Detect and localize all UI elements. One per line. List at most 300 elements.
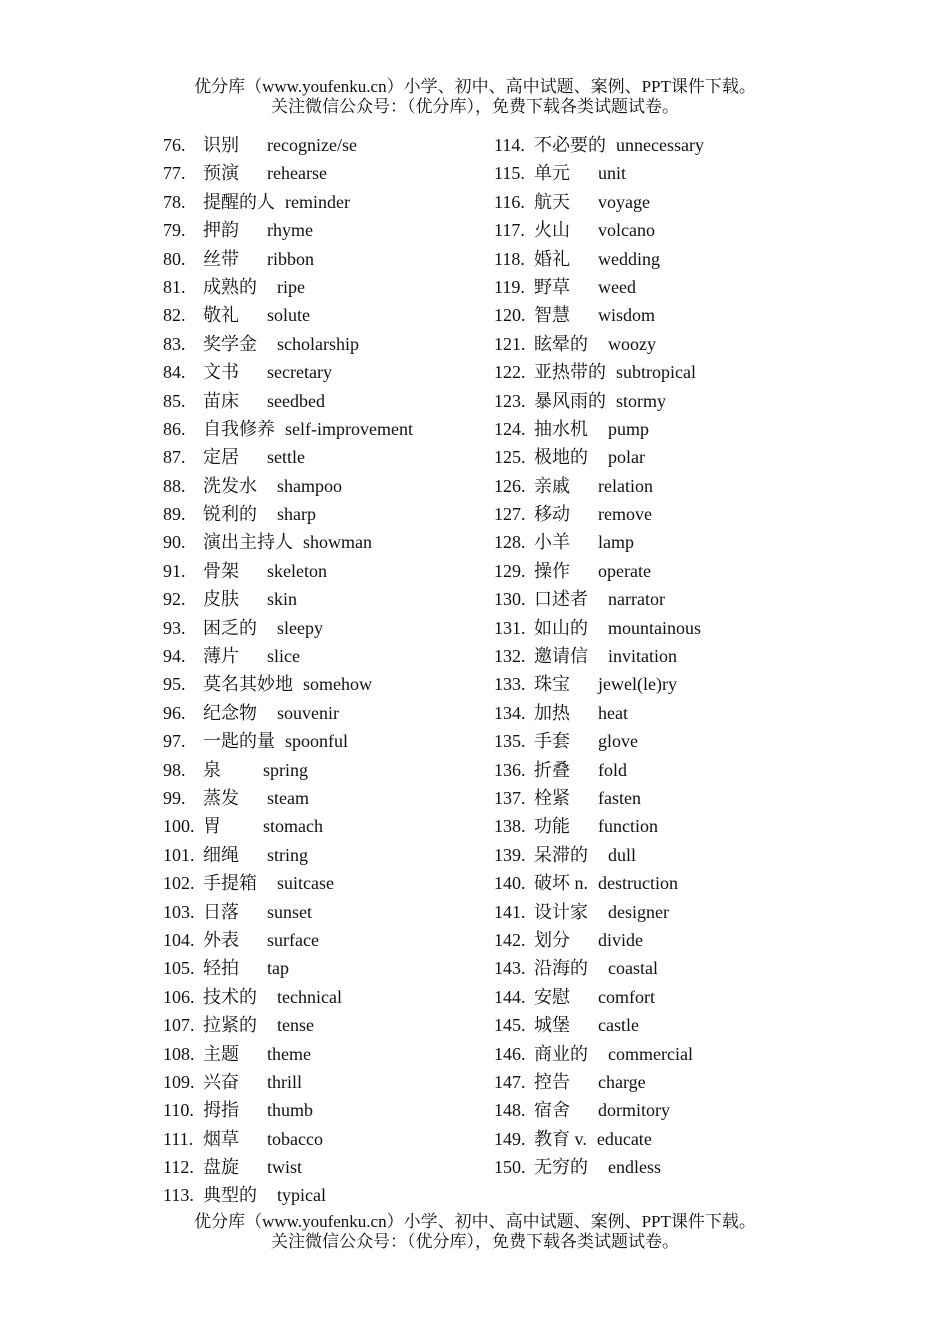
entry-chinese: 城堡 xyxy=(534,1015,570,1036)
entry-number: 148. xyxy=(494,1100,526,1121)
entry-english: dull xyxy=(608,844,637,865)
entry-chinese: 智慧 xyxy=(534,305,570,326)
vocab-entry xyxy=(163,301,483,329)
entry-chinese: 口述者 xyxy=(534,589,588,610)
entry-english: self-improvement xyxy=(285,418,413,439)
entry-chinese: 手提箱 xyxy=(203,873,257,894)
entry-english: steam xyxy=(267,787,309,808)
entry-chinese: 自我修养 xyxy=(203,418,275,439)
entry-number: 138. xyxy=(494,816,526,837)
vocab-entry xyxy=(494,614,794,642)
entry-number: 86. xyxy=(163,418,186,439)
entry-chinese: 呆滞的 xyxy=(534,844,588,865)
entry-number: 102. xyxy=(163,873,195,894)
entry-number: 114. xyxy=(494,135,525,155)
vocab-entry xyxy=(163,472,483,500)
entry-number: 108. xyxy=(163,1043,195,1064)
entry-english: jewel(le)ry xyxy=(598,674,677,695)
entry-chinese: 烟草 xyxy=(203,1128,239,1149)
entry-chinese: 莫名其妙地 xyxy=(203,674,293,695)
vocab-column-right xyxy=(494,131,794,1181)
vocab-entry xyxy=(163,1181,483,1209)
vocab-entry xyxy=(494,443,794,471)
entry-chinese: 细绳 xyxy=(203,844,239,865)
entry-english: weed xyxy=(598,276,636,297)
entry-english: reminder xyxy=(285,191,350,212)
entry-english: endless xyxy=(608,1157,661,1178)
vocab-entry xyxy=(494,358,794,386)
vocab-entry xyxy=(494,557,794,585)
entry-chinese: 敬礼 xyxy=(203,305,239,326)
entry-number: 82. xyxy=(163,305,186,326)
entry-number: 144. xyxy=(494,986,526,1007)
vocab-entry xyxy=(163,245,483,273)
entry-number: 146. xyxy=(494,1043,526,1064)
entry-number: 85. xyxy=(163,390,186,411)
entry-english: unit xyxy=(598,163,627,184)
vocab-entry xyxy=(163,159,483,187)
entry-english: scholarship xyxy=(277,333,359,354)
entry-number: 109. xyxy=(163,1071,195,1092)
entry-english: skeleton xyxy=(267,560,327,581)
vocab-entry xyxy=(163,387,483,415)
entry-english: settle xyxy=(267,447,305,468)
entry-english: pump xyxy=(608,418,650,439)
entry-chinese: 锐利的 xyxy=(203,504,257,525)
vocab-entry xyxy=(163,898,483,926)
entry-chinese: 控告 xyxy=(534,1071,570,1092)
entry-number: 123. xyxy=(494,390,526,411)
vocab-entry xyxy=(163,983,483,1011)
entry-chinese: 教育 v. xyxy=(534,1128,587,1149)
entry-english: woozy xyxy=(608,333,656,354)
vocab-entry xyxy=(494,642,794,670)
entry-chinese: 骨架 xyxy=(203,560,239,581)
entry-english: tobacco xyxy=(267,1128,323,1149)
entry-english: voyage xyxy=(598,191,650,212)
entry-english: stormy xyxy=(616,390,667,411)
entry-chinese: 困乏的 xyxy=(203,617,257,638)
entry-english: somehow xyxy=(303,674,372,695)
entry-chinese: 极地的 xyxy=(534,447,588,468)
entry-chinese: 拉紧的 xyxy=(203,1015,257,1036)
entry-number: 129. xyxy=(494,560,526,581)
vocab-entry xyxy=(163,273,483,301)
entry-number: 77. xyxy=(163,163,186,184)
entry-number: 87. xyxy=(163,447,186,468)
entry-chinese: 典型的 xyxy=(203,1185,257,1206)
vocab-entry xyxy=(494,216,794,244)
entry-number: 93. xyxy=(163,617,186,638)
entry-english: spoonful xyxy=(285,731,348,752)
entry-number: 101. xyxy=(163,844,195,865)
entry-english: souvenir xyxy=(277,702,339,723)
entry-chinese: 预演 xyxy=(203,163,239,184)
entry-english: thrill xyxy=(267,1071,302,1092)
entry-chinese: 识别 xyxy=(203,135,239,155)
vocab-entry xyxy=(494,1040,794,1068)
vocab-entry xyxy=(163,528,483,556)
entry-chinese: 加热 xyxy=(534,702,570,723)
entry-number: 134. xyxy=(494,702,526,723)
entry-english: mountainous xyxy=(608,617,701,638)
entry-chinese: 演出主持人 xyxy=(203,532,293,553)
entry-number: 90. xyxy=(163,532,186,553)
entry-number: 125. xyxy=(494,447,526,468)
entry-english: typical xyxy=(277,1185,326,1206)
vocab-entry xyxy=(494,387,794,415)
entry-chinese: 设计家 xyxy=(534,901,588,922)
entry-english: remove xyxy=(598,504,652,525)
header-line-2: 关注微信公众号：（优分库），免费下载各类试题试卷。 xyxy=(271,97,679,116)
vocab-entry xyxy=(494,273,794,301)
entry-english: comfort xyxy=(598,986,655,1007)
entry-chinese: 沿海的 xyxy=(534,958,588,979)
entry-number: 106. xyxy=(163,986,195,1007)
entry-number: 126. xyxy=(494,475,526,496)
entry-chinese: 商业的 xyxy=(534,1043,588,1064)
entry-english: string xyxy=(267,844,309,865)
vocab-entry xyxy=(494,131,794,159)
entry-number: 131. xyxy=(494,617,526,638)
entry-chinese: 文书 xyxy=(203,362,239,383)
entry-english: sleepy xyxy=(277,617,323,638)
vocab-entry xyxy=(494,1153,794,1181)
vocab-entry xyxy=(163,1096,483,1124)
entry-number: 145. xyxy=(494,1015,526,1036)
entry-english: skin xyxy=(267,589,298,610)
vocab-entry xyxy=(163,727,483,755)
entry-chinese: 操作 xyxy=(534,560,570,581)
entry-chinese: 日落 xyxy=(203,901,239,922)
vocab-column-left xyxy=(163,131,483,1210)
entry-english: twist xyxy=(267,1157,303,1178)
vocab-entry xyxy=(494,330,794,358)
entry-english: spring xyxy=(263,759,308,780)
entry-number: 143. xyxy=(494,958,526,979)
entry-chinese: 婚礼 xyxy=(534,248,570,269)
entry-chinese: 划分 xyxy=(534,929,570,950)
entry-chinese: 航天 xyxy=(534,191,570,212)
entry-english: charge xyxy=(598,1071,646,1092)
vocab-entry xyxy=(163,1040,483,1068)
entry-chinese: 泉 xyxy=(203,759,221,780)
entry-number: 132. xyxy=(494,646,526,667)
entry-english: subtropical xyxy=(616,362,696,383)
entry-english: sunset xyxy=(267,901,312,922)
vocab-entry xyxy=(494,699,794,727)
vocab-entry xyxy=(163,614,483,642)
entry-number: 149. xyxy=(494,1128,526,1149)
entry-number: 127. xyxy=(494,504,526,525)
vocab-entry xyxy=(163,756,483,784)
entry-english: relation xyxy=(598,475,653,496)
vocab-entry xyxy=(163,1153,483,1181)
header-line-1: 优分库（www.youfenku.cn）小学、初中、高中试题、案例、PPT课件下载。 xyxy=(194,77,756,96)
entry-number: 133. xyxy=(494,674,526,695)
entry-english: wisdom xyxy=(598,305,656,326)
entry-chinese: 丝带 xyxy=(203,248,239,269)
entry-english: ribbon xyxy=(267,248,314,269)
entry-english: recognize/se xyxy=(267,135,357,155)
entry-english: educate xyxy=(596,1128,652,1149)
entry-chinese: 拇指 xyxy=(203,1100,239,1121)
entry-chinese: 火山 xyxy=(534,220,570,241)
vocab-entry xyxy=(494,954,794,982)
entry-number: 147. xyxy=(494,1071,526,1092)
entry-chinese: 眩晕的 xyxy=(534,333,588,354)
entry-number: 79. xyxy=(163,220,186,241)
entry-number: 115. xyxy=(494,163,525,184)
entry-number: 142. xyxy=(494,929,526,950)
entry-chinese: 不必要的 xyxy=(534,135,606,155)
entry-english: thumb xyxy=(267,1100,314,1121)
entry-chinese: 暴风雨的 xyxy=(534,390,606,411)
entry-number: 78. xyxy=(163,191,186,212)
entry-english: designer xyxy=(608,901,669,922)
entry-number: 84. xyxy=(163,362,186,383)
vocab-entry xyxy=(494,869,794,897)
entry-chinese: 成熟的 xyxy=(203,276,257,297)
entry-chinese: 珠宝 xyxy=(534,674,570,695)
entry-english: lamp xyxy=(598,532,634,553)
vocab-entry xyxy=(163,188,483,216)
entry-english: polar xyxy=(608,447,645,468)
entry-chinese: 胃 xyxy=(203,816,221,837)
entry-number: 118. xyxy=(494,248,525,269)
entry-english: stomach xyxy=(263,816,323,837)
entry-number: 91. xyxy=(163,560,186,581)
entry-number: 141. xyxy=(494,901,526,922)
vocab-entry xyxy=(494,841,794,869)
vocab-entry xyxy=(494,926,794,954)
entry-english: tense xyxy=(277,1015,314,1036)
vocab-entry xyxy=(494,727,794,755)
entry-number: 92. xyxy=(163,589,186,610)
vocab-entry xyxy=(494,1068,794,1096)
entry-number: 150. xyxy=(494,1157,526,1178)
entry-chinese: 亚热带的 xyxy=(534,362,606,383)
entry-chinese: 技术的 xyxy=(203,986,257,1007)
entry-english: tap xyxy=(267,958,289,979)
entry-chinese: 轻拍 xyxy=(203,958,239,979)
entry-number: 95. xyxy=(163,674,186,695)
entry-number: 103. xyxy=(163,901,195,922)
vocab-entry xyxy=(163,954,483,982)
entry-english: suitcase xyxy=(277,873,334,894)
entry-english: commercial xyxy=(608,1043,693,1064)
vocab-entry xyxy=(163,784,483,812)
entry-chinese: 无穷的 xyxy=(534,1157,588,1178)
vocab-entry xyxy=(494,585,794,613)
entry-chinese: 兴奋 xyxy=(203,1071,239,1092)
entry-chinese: 栓紧 xyxy=(534,787,570,808)
entry-number: 80. xyxy=(163,248,186,269)
entry-chinese: 主题 xyxy=(203,1043,239,1064)
vocab-entry xyxy=(163,841,483,869)
entry-number: 107. xyxy=(163,1015,195,1036)
vocab-entry xyxy=(163,1068,483,1096)
vocab-entry xyxy=(494,500,794,528)
entry-number: 136. xyxy=(494,759,526,780)
entry-number: 94. xyxy=(163,646,186,667)
vocab-entry xyxy=(163,330,483,358)
vocab-entry xyxy=(163,131,483,159)
entry-chinese: 外表 xyxy=(203,929,239,950)
entry-chinese: 定居 xyxy=(203,447,239,468)
entry-number: 116. xyxy=(494,191,525,212)
entry-chinese: 单元 xyxy=(534,163,570,184)
entry-english: surface xyxy=(267,929,319,950)
header-banner xyxy=(0,77,950,117)
entry-english: dormitory xyxy=(598,1100,670,1121)
vocab-entry xyxy=(163,1125,483,1153)
entry-chinese: 折叠 xyxy=(534,759,570,780)
vocab-entry xyxy=(163,869,483,897)
entry-chinese: 手套 xyxy=(534,731,570,752)
entry-number: 97. xyxy=(163,731,186,752)
vocab-entry xyxy=(163,216,483,244)
entry-english: theme xyxy=(267,1043,311,1064)
entry-chinese: 小羊 xyxy=(534,532,570,553)
vocab-entry xyxy=(163,358,483,386)
entry-english: invitation xyxy=(608,646,677,667)
entry-number: 104. xyxy=(163,929,195,950)
entry-english: castle xyxy=(598,1015,639,1036)
entry-number: 83. xyxy=(163,333,186,354)
vocab-entry xyxy=(494,528,794,556)
entry-chinese: 功能 xyxy=(534,816,570,837)
entry-english: heat xyxy=(598,702,628,723)
entry-number: 111. xyxy=(163,1128,194,1149)
vocab-entry xyxy=(494,756,794,784)
entry-number: 112. xyxy=(163,1157,194,1178)
footer-line-1: 优分库（www.youfenku.cn）小学、初中、高中试题、案例、PPT课件下载。 xyxy=(194,1212,756,1231)
entry-number: 121. xyxy=(494,333,526,354)
vocab-entry xyxy=(163,585,483,613)
entry-chinese: 一匙的量 xyxy=(203,731,275,752)
entry-chinese: 提醒的人 xyxy=(203,191,275,212)
entry-english: rehearse xyxy=(267,163,327,184)
entry-english: volcano xyxy=(598,220,655,241)
entry-number: 105. xyxy=(163,958,195,979)
entry-number: 76. xyxy=(163,135,186,155)
entry-english: shampoo xyxy=(277,475,342,496)
entry-english: operate xyxy=(598,560,651,581)
entry-english: narrator xyxy=(608,589,665,610)
vocab-entry xyxy=(163,926,483,954)
vocab-entry xyxy=(494,670,794,698)
entry-number: 81. xyxy=(163,276,186,297)
entry-chinese: 抽水机 xyxy=(534,418,588,439)
entry-chinese: 移动 xyxy=(534,504,570,525)
entry-chinese: 薄片 xyxy=(203,646,239,667)
vocab-entry xyxy=(494,1011,794,1039)
entry-number: 128. xyxy=(494,532,526,553)
entry-chinese: 破坏 n. xyxy=(534,873,588,894)
vocab-entry xyxy=(163,1011,483,1039)
entry-chinese: 邀请信 xyxy=(534,646,588,667)
entry-english: divide xyxy=(598,929,643,950)
entry-chinese: 苗床 xyxy=(203,390,239,411)
vocab-entry xyxy=(163,699,483,727)
entry-number: 124. xyxy=(494,418,526,439)
entry-english: showman xyxy=(303,532,372,553)
entry-english: glove xyxy=(598,731,638,752)
entry-english: destruction xyxy=(598,873,678,894)
vocab-entry xyxy=(494,188,794,216)
entry-number: 96. xyxy=(163,702,186,723)
entry-number: 140. xyxy=(494,873,526,894)
entry-english: unnecessary xyxy=(616,135,704,155)
entry-chinese: 如山的 xyxy=(534,617,588,638)
entry-chinese: 押韵 xyxy=(203,220,239,241)
vocab-entry xyxy=(494,159,794,187)
vocab-entry xyxy=(163,415,483,443)
footer-line-2: 关注微信公众号：（优分库），免费下载各类试题试卷。 xyxy=(271,1232,679,1251)
vocab-entry xyxy=(494,1125,794,1153)
vocab-entry xyxy=(163,642,483,670)
entry-chinese: 宿舍 xyxy=(534,1100,570,1121)
entry-english: fasten xyxy=(598,787,641,808)
entry-number: 98. xyxy=(163,759,186,780)
entry-chinese: 奖学金 xyxy=(203,333,257,354)
entry-chinese: 盘旋 xyxy=(203,1157,239,1178)
entry-number: 99. xyxy=(163,787,186,808)
entry-english: secretary xyxy=(267,362,332,383)
entry-chinese: 洗发水 xyxy=(203,475,257,496)
entry-english: slice xyxy=(267,646,300,667)
vocab-entry xyxy=(163,500,483,528)
vocab-entry xyxy=(163,443,483,471)
entry-english: fold xyxy=(598,759,627,780)
entry-number: 88. xyxy=(163,475,186,496)
entry-english: rhyme xyxy=(267,220,313,241)
entry-chinese: 纪念物 xyxy=(203,702,257,723)
entry-english: seedbed xyxy=(267,390,325,411)
entry-number: 130. xyxy=(494,589,526,610)
vocab-entry xyxy=(494,245,794,273)
footer-banner xyxy=(0,1212,950,1252)
vocab-entry xyxy=(494,1096,794,1124)
vocab-entry xyxy=(494,301,794,329)
entry-chinese: 蒸发 xyxy=(203,787,239,808)
entry-english: wedding xyxy=(598,248,660,269)
vocab-entry xyxy=(494,784,794,812)
entry-number: 122. xyxy=(494,362,526,383)
vocab-entry xyxy=(163,670,483,698)
entry-number: 137. xyxy=(494,787,526,808)
vocab-entry xyxy=(494,983,794,1011)
entry-number: 117. xyxy=(494,220,525,241)
vocab-entry xyxy=(163,557,483,585)
entry-english: function xyxy=(598,816,658,837)
vocab-entry xyxy=(163,812,483,840)
entry-chinese: 安慰 xyxy=(534,986,570,1007)
vocab-entry xyxy=(494,898,794,926)
entry-english: sharp xyxy=(277,504,316,525)
entry-english: technical xyxy=(277,986,342,1007)
vocab-entry xyxy=(494,472,794,500)
entry-number: 135. xyxy=(494,731,526,752)
entry-number: 120. xyxy=(494,305,526,326)
vocab-entry xyxy=(494,415,794,443)
vocab-entry xyxy=(494,812,794,840)
entry-chinese: 亲戚 xyxy=(534,475,570,496)
entry-english: coastal xyxy=(608,958,658,979)
entry-number: 100. xyxy=(163,816,195,837)
entry-number: 139. xyxy=(494,844,526,865)
